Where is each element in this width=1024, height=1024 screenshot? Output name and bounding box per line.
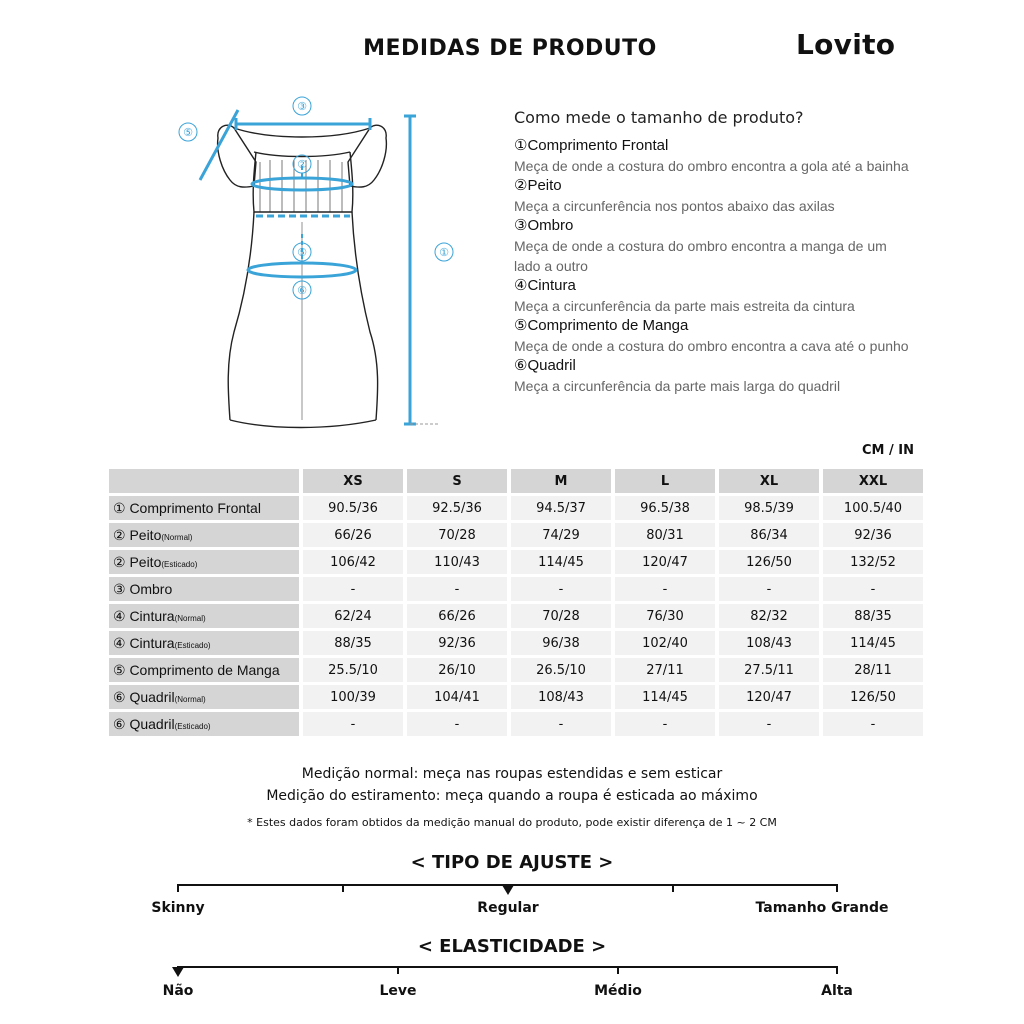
table-cell: 132/52 — [823, 550, 923, 574]
svg-text:①: ① — [439, 246, 449, 259]
fit-tick — [672, 884, 674, 892]
row-label-qualifier: (Esticado) — [174, 640, 211, 650]
guide-item-title: ④Cintura — [514, 277, 576, 294]
elasticity-scale-line — [178, 966, 838, 968]
guide-item-desc: Meça a circunferência da parte mais estreita da cintura — [514, 298, 855, 314]
svg-text:⑥: ⑥ — [297, 284, 307, 297]
table-cell: 114/45 — [511, 550, 611, 574]
row-label-text: ⑤ Comprimento de Manga — [113, 661, 280, 678]
measure-guide-question: Como mede o tamanho de produto? — [514, 108, 804, 127]
table-cell: - — [823, 577, 923, 601]
table-cell: 92/36 — [407, 631, 507, 655]
fit-label-large: Tamanho Grande — [755, 900, 889, 916]
units-label: CM / IN — [862, 443, 914, 458]
disclaimer-note: * Estes dados foram obtidos da medição manual do produto, pode existir diferença de 1 ~ 2 CM — [247, 816, 777, 829]
table-cell: 25.5/10 — [303, 658, 403, 682]
guide-item-desc: Meça de onde a costura do ombro encontra a manga de um lado a outro — [514, 238, 887, 274]
svg-text:②: ② — [297, 158, 307, 171]
row-label — [109, 712, 299, 736]
row-label-text: ⑥ Quadril — [113, 688, 175, 705]
row-label-text: ④ Cintura — [113, 634, 175, 651]
table-cell: 88/35 — [303, 631, 403, 655]
table-row — [109, 496, 923, 520]
table-cell: - — [303, 712, 403, 736]
table-row — [109, 685, 923, 709]
svg-text:③: ③ — [297, 100, 307, 113]
elasticity-title: < ELASTICIDADE > — [417, 936, 607, 957]
table-row — [109, 604, 923, 628]
row-label-qualifier: (Esticado) — [174, 721, 211, 731]
table-cell: 96/38 — [511, 631, 611, 655]
table-cell: 114/45 — [615, 685, 715, 709]
guide-item-desc: Meça de onde a costura do ombro encontra a gola até a bainha — [514, 158, 909, 174]
fit-tick — [342, 884, 344, 892]
measure-guide — [514, 136, 914, 396]
table-cell: 26.5/10 — [511, 658, 611, 682]
guide-item-title: ③Ombro — [514, 217, 574, 234]
table-cell: 114/45 — [823, 631, 923, 655]
svg-text:⑤: ⑤ — [183, 126, 193, 139]
guide-item-desc: Meça de onde a costura do ombro encontra a cava até o punho — [514, 338, 909, 354]
table-cell: 92/36 — [823, 523, 923, 547]
elasticity-selected-marker-icon — [172, 967, 184, 977]
elasticity-label-light: Leve — [379, 983, 417, 999]
table-row — [109, 523, 923, 547]
table-cell: 76/30 — [615, 604, 715, 628]
fit-tick — [836, 884, 838, 892]
table-cell: - — [511, 712, 611, 736]
table-cell: 74/29 — [511, 523, 611, 547]
table-cell: 108/43 — [719, 631, 819, 655]
table-cell: 120/47 — [719, 685, 819, 709]
size-header: XS — [303, 469, 403, 493]
table-cell: 102/40 — [615, 631, 715, 655]
table-cell: - — [615, 577, 715, 601]
row-label-qualifier: (Normal) — [174, 694, 206, 704]
elasticity-tick — [397, 966, 399, 974]
svg-text:⑤: ⑤ — [297, 246, 307, 259]
row-label — [109, 577, 299, 601]
table-cell: - — [615, 712, 715, 736]
row-label — [109, 631, 299, 655]
table-cell: 126/50 — [719, 550, 819, 574]
table-row — [109, 631, 923, 655]
table-cell: 96.5/38 — [615, 496, 715, 520]
row-label — [109, 658, 299, 682]
elasticity-label-medium: Médio — [594, 983, 642, 999]
row-label-qualifier: (Normal) — [174, 613, 206, 623]
row-label-text: ② Peito — [113, 526, 162, 543]
stretch-measure-note: Medição do estiramento: meça quando a roupa é esticada ao máximo — [266, 788, 758, 804]
row-label-text: ⑥ Quadril — [113, 715, 175, 732]
brand-logo: Lovito — [796, 28, 896, 61]
table-cell: 70/28 — [511, 604, 611, 628]
guide-item-title: ②Peito — [514, 177, 562, 194]
size-header: XL — [719, 469, 819, 493]
table-cell: 126/50 — [823, 685, 923, 709]
row-label — [109, 550, 299, 574]
table-cell: 86/34 — [719, 523, 819, 547]
table-cell: 62/24 — [303, 604, 403, 628]
elasticity-label-high: Alta — [821, 983, 853, 999]
elasticity-tick — [836, 966, 838, 974]
normal-measure-note: Medição normal: meça nas roupas estendidas e sem esticar — [301, 766, 723, 782]
fit-selected-marker-icon — [502, 885, 514, 895]
table-cell: 26/10 — [407, 658, 507, 682]
table-cell: - — [719, 712, 819, 736]
size-table — [105, 466, 927, 739]
guide-item-title: ⑤Comprimento de Manga — [514, 317, 689, 334]
table-cell: - — [823, 712, 923, 736]
table-cell: 66/26 — [407, 604, 507, 628]
table-row — [109, 577, 923, 601]
page-title: MEDIDAS DE PRODUTO — [363, 36, 657, 61]
table-cell: - — [407, 712, 507, 736]
table-cell: 100.5/40 — [823, 496, 923, 520]
table-cell: - — [303, 577, 403, 601]
table-cell: 104/41 — [407, 685, 507, 709]
table-cell: 27.5/11 — [719, 658, 819, 682]
fit-tick — [177, 884, 179, 892]
guide-item-desc: Meça a circunferência da parte mais larga do quadril — [514, 378, 841, 394]
table-cell: 94.5/37 — [511, 496, 611, 520]
row-label-text: ② Peito — [113, 553, 162, 570]
table-cell: 100/39 — [303, 685, 403, 709]
table-row — [109, 712, 923, 736]
row-label — [109, 685, 299, 709]
fit-type-title: < TIPO DE AJUSTE > — [410, 852, 614, 873]
row-label-qualifier: (Normal) — [161, 532, 193, 542]
guide-item-desc: Meça a circunferência nos pontos abaixo das axilas — [514, 198, 835, 214]
dress-diagram — [170, 92, 470, 437]
table-cell: 82/32 — [719, 604, 819, 628]
table-cell: 28/11 — [823, 658, 923, 682]
row-label — [109, 604, 299, 628]
size-header: M — [511, 469, 611, 493]
row-label-text: ③ Ombro — [113, 580, 173, 597]
size-header: XXL — [823, 469, 923, 493]
table-row — [109, 658, 923, 682]
size-header: S — [407, 469, 507, 493]
table-cell: 108/43 — [511, 685, 611, 709]
table-cell: 92.5/36 — [407, 496, 507, 520]
guide-item-title: ⑥Quadril — [514, 357, 576, 374]
row-label-qualifier: (Esticado) — [161, 559, 198, 569]
fit-label-regular: Regular — [477, 900, 539, 916]
table-cell: 98.5/39 — [719, 496, 819, 520]
table-row — [109, 550, 923, 574]
table-cell: 106/42 — [303, 550, 403, 574]
table-cell: 110/43 — [407, 550, 507, 574]
table-corner — [109, 469, 299, 493]
row-label-text: ① Comprimento Frontal — [113, 499, 261, 516]
fit-label-skinny: Skinny — [151, 900, 205, 916]
row-label — [109, 496, 299, 520]
table-cell: 70/28 — [407, 523, 507, 547]
table-cell: - — [719, 577, 819, 601]
table-cell: 120/47 — [615, 550, 715, 574]
guide-item-title: ①Comprimento Frontal — [514, 137, 669, 154]
row-label — [109, 523, 299, 547]
elasticity-tick — [617, 966, 619, 974]
table-cell: 80/31 — [615, 523, 715, 547]
elasticity-label-none: Não — [162, 983, 194, 999]
table-cell: 90.5/36 — [303, 496, 403, 520]
table-cell: - — [407, 577, 507, 601]
table-cell: - — [511, 577, 611, 601]
table-cell: 66/26 — [303, 523, 403, 547]
size-header-row — [109, 469, 923, 493]
table-cell: 88/35 — [823, 604, 923, 628]
size-header: L — [615, 469, 715, 493]
row-label-text: ④ Cintura — [113, 607, 175, 624]
table-cell: 27/11 — [615, 658, 715, 682]
